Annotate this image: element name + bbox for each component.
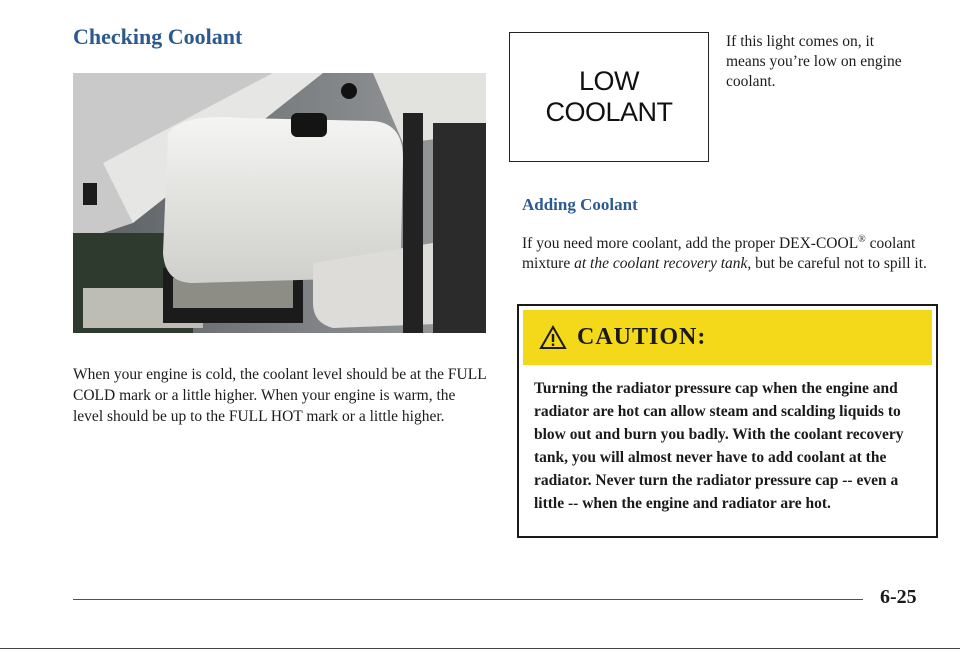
- adding-coolant-heading: Adding Coolant: [522, 195, 638, 214]
- warning-light-line1: LOW: [578, 66, 639, 96]
- caution-box: [517, 304, 938, 538]
- footer-divider: [73, 599, 863, 600]
- warning-triangle-icon: [539, 325, 567, 350]
- page-number: 6-25: [880, 586, 917, 608]
- adding-text-middle: coolant mixture: [522, 235, 916, 273]
- adding-text-italic: at the coolant recovery tank,: [574, 255, 752, 273]
- caution-header: [523, 310, 932, 365]
- coolant-level-paragraph: When your engine is cold, the coolant level should be at the FULL COLD mark or a little higher. When your engine is warm, the level should be up to the FULL HOT mark or a little higher.: [73, 366, 487, 425]
- adding-text-after: but be careful not to spill it.: [751, 255, 927, 273]
- registered-mark: ®: [858, 234, 866, 245]
- adding-coolant-paragraph: [522, 230, 942, 274]
- bottom-divider: [0, 648, 960, 649]
- caution-text: Turning the radiator pressure cap when the engine and radiator are hot can allow steam and scalding liquids to blow out and burn you badly. With the coolant recovery tank, you will almost never have to add coolant at the radiator. Never turn the radiator pressure cap -- even a little -- when the engine and radiator are hot.: [534, 380, 904, 512]
- page-title: Checking Coolant: [73, 24, 243, 49]
- adding-text-before: If you need more coolant, add the proper DEX-COOL: [522, 235, 859, 253]
- warning-light-line2: COOLANT: [545, 97, 673, 127]
- warning-light-description: If this light comes on, it means you’re low on engine coolant.: [726, 33, 902, 90]
- caution-label: CAUTION:: [577, 324, 707, 350]
- coolant-tank-photo: [73, 73, 486, 333]
- low-coolant-warning-light: [509, 32, 709, 162]
